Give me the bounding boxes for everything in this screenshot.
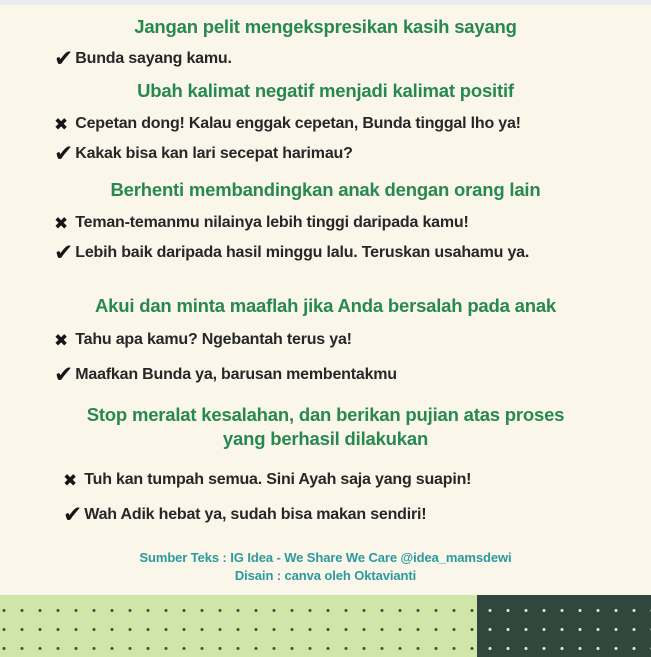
advice-text: Cepetan dong! Kalau enggak cepetan, Bunda tinggal lho ya! (75, 115, 521, 132)
advice-text: Tuh kan tumpah semua. Sini Ayah saja yang suapin! (84, 471, 472, 488)
advice-section (0, 166, 651, 265)
check-icon: ✔ (54, 44, 74, 71)
advice-section (0, 71, 651, 166)
advice-text: Teman-temanmu nilainya lebih tinggi daripada kamu! (75, 214, 469, 231)
advice-text: Tahu apa kamu? Ngebantah terus ya! (75, 331, 352, 348)
section-heading-line: Jangan pelit mengekspresikan kasih sayang (134, 16, 517, 37)
cross-icon: ✖ (54, 213, 69, 233)
advice-text: Lebih baik daripada hasil minggu lalu. Teruskan usahamu ya. (75, 244, 530, 261)
decorative-dark-dotted-block (477, 595, 651, 657)
advice-item (0, 238, 651, 265)
advice-item (0, 211, 651, 235)
section-heading (0, 79, 651, 103)
advice-text: Bunda sayang kamu. (75, 50, 232, 67)
credit-source-line: Sumber Teks : IG Idea - We Share We Care @idea_mamsdewi (139, 550, 512, 565)
cross-icon: ✖ (54, 330, 69, 350)
section-heading-line: Stop meralat kesalahan, dan berikan pujian atas proses (86, 404, 565, 425)
section-heading (0, 15, 651, 39)
section-heading-line: Akui dan minta maaflah jika Anda bersalah pada anak (94, 295, 557, 316)
check-icon: ✔ (54, 360, 74, 387)
advice-item (0, 360, 651, 387)
section-heading (0, 178, 651, 202)
credit-design-line: Disain : canva oleh Oktavianti (234, 568, 417, 583)
check-icon: ✔ (63, 500, 83, 527)
check-icon: ✔ (54, 238, 74, 265)
cross-icon: ✖ (63, 470, 78, 490)
section-heading-line: Berhenti membandingkan anak dengan orang lain (110, 179, 541, 200)
advice-text: Wah Adik hebat ya, sudah bisa makan sendiri! (84, 506, 427, 523)
advice-item (0, 328, 651, 352)
advice-item (0, 500, 651, 527)
credits (0, 549, 651, 585)
decorative-dotted-strip (0, 595, 651, 657)
advice-section (0, 265, 651, 387)
check-icon: ✔ (54, 139, 74, 166)
advice-item (0, 112, 651, 136)
advice-sections (0, 5, 651, 527)
cross-icon: ✖ (54, 114, 69, 134)
advice-section (0, 387, 651, 527)
advice-text: Maafkan Bunda ya, barusan membentakmu (75, 366, 397, 383)
section-heading-line: yang berhasil dilakukan (222, 428, 429, 449)
advice-section (0, 5, 651, 71)
advice-item (0, 468, 651, 492)
section-heading (0, 403, 651, 451)
advice-item (0, 44, 651, 71)
section-heading-line: Ubah kalimat negatif menjadi kalimat positif (137, 80, 514, 101)
section-heading (0, 294, 651, 318)
advice-item (0, 139, 651, 166)
advice-text: Kakak bisa kan lari secepat harimau? (75, 145, 353, 162)
